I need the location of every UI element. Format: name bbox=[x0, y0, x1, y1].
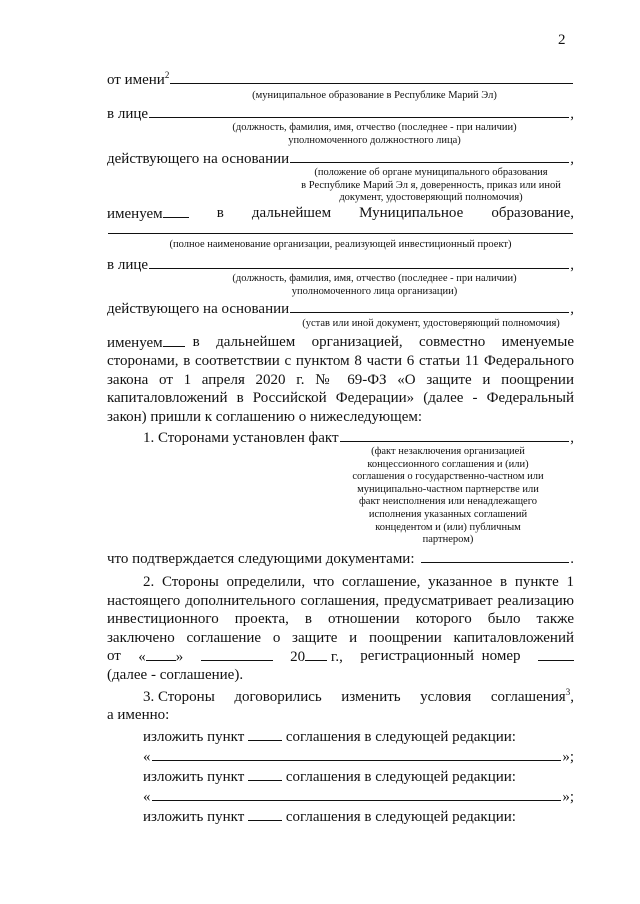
caption-line: партнером) bbox=[422, 534, 474, 546]
named-suffix-field[interactable] bbox=[163, 333, 185, 347]
word: в bbox=[216, 205, 224, 221]
registration-number-field[interactable] bbox=[538, 647, 574, 661]
caption-org-official bbox=[175, 273, 574, 298]
caption-line: документ, удостоверяющий полномочия) bbox=[339, 192, 523, 203]
day-field[interactable] bbox=[146, 647, 176, 661]
text-line: сторонами, в соответствии с пунктом 8 части 6 статьи 11 Федерального bbox=[107, 353, 574, 369]
word: соглашения$^3$, bbox=[490, 687, 574, 705]
clause-number-field[interactable] bbox=[248, 767, 282, 781]
represented-by-label: в лице bbox=[107, 257, 149, 273]
confirm-docs-label: что подтверждается следующими документами: bbox=[107, 551, 415, 567]
organization-name-field[interactable] bbox=[108, 220, 573, 234]
on-behalf-row bbox=[107, 70, 574, 89]
word: Муниципальное bbox=[359, 205, 464, 221]
footnote-mark: 3 bbox=[565, 687, 571, 697]
year-field[interactable] bbox=[305, 647, 327, 661]
clause-number-field[interactable] bbox=[248, 807, 282, 821]
acting-basis-row bbox=[107, 149, 574, 168]
word: 3. Стороны bbox=[143, 689, 215, 705]
caption-line: муниципально-частном партнерстве или bbox=[357, 483, 539, 495]
text-line: закон) пришли к соглашению о нижеследующем: bbox=[107, 408, 423, 425]
caption-line: в Республике Марий Эл я, доверенность, приказ или иной bbox=[301, 179, 561, 191]
caption-line: уполномоченного должностного лица) bbox=[288, 134, 461, 146]
amend-line-2: изложить пункт соглашения в следующей редакции: bbox=[143, 769, 516, 785]
named-org-line bbox=[107, 333, 574, 352]
acting-basis-label: действующего на основании bbox=[107, 151, 290, 167]
text-line: закона от 1 апреля 2020 г. № 69-ФЗ «О защите и поощрении bbox=[107, 371, 574, 388]
caption-line: факт неисполнения или ненадлежащего bbox=[358, 496, 537, 508]
named-suffix-field[interactable] bbox=[163, 204, 189, 218]
amend-text-row-1 bbox=[143, 747, 574, 766]
comma: , bbox=[570, 301, 574, 317]
quote-close: »; bbox=[562, 749, 574, 765]
named-org-rest: в дальнейшем организацией, совместно именуемые bbox=[192, 334, 574, 350]
fact-label: 1. Сторонами установлен факт bbox=[143, 430, 339, 446]
organization-name-row bbox=[107, 220, 574, 234]
comma: , bbox=[570, 430, 574, 446]
represented-by-field[interactable] bbox=[149, 104, 569, 118]
text-line: заключено соглашение о защите и поощрении капиталовложений bbox=[107, 629, 574, 646]
caption-organization: (полное наименование организации, реализующей инвестиционный проект) bbox=[169, 239, 512, 250]
caption-line: концедентом и (или) публичным bbox=[375, 521, 521, 533]
quote-close: »; bbox=[562, 789, 574, 805]
text-line: капиталовложений в Российской Федерации» (далее - Федеральный bbox=[107, 390, 574, 406]
comma: , bbox=[570, 106, 574, 122]
org-acting-basis-field[interactable] bbox=[290, 299, 569, 313]
amend-text-row-2 bbox=[143, 787, 574, 806]
clause-number-field[interactable] bbox=[248, 727, 282, 741]
confirm-docs-row bbox=[107, 549, 574, 568]
agreement-date-row bbox=[107, 647, 574, 666]
page-number: 2 bbox=[558, 32, 566, 48]
caption-municipality: (муниципальное образование в Республике Марий Эл) bbox=[252, 90, 497, 101]
fact-field[interactable] bbox=[340, 428, 570, 442]
section-3-line bbox=[143, 688, 574, 706]
text-line: 2. Стороны определили, что соглашение, указанное в пункте 1 bbox=[143, 574, 574, 590]
org-acting-basis-row bbox=[107, 299, 574, 318]
date-day: « » bbox=[138, 649, 184, 665]
caption-line: (факт незаключения организацией bbox=[371, 446, 525, 457]
footnote-mark: 2 bbox=[164, 70, 170, 80]
quote-open: « bbox=[143, 789, 151, 805]
comma: , bbox=[570, 151, 574, 167]
represented-by-label: в лице bbox=[107, 106, 149, 122]
confirm-docs-field[interactable] bbox=[421, 549, 570, 563]
word: дальнейшем bbox=[251, 205, 332, 221]
caption-line: (должность, фамилия, имя, отчество (последнее - при наличии) bbox=[232, 122, 517, 133]
acting-basis-field[interactable] bbox=[290, 149, 569, 163]
period: . bbox=[570, 551, 574, 567]
word: договорились bbox=[234, 689, 322, 705]
represented-by-row bbox=[107, 104, 574, 123]
month-field[interactable] bbox=[201, 647, 273, 661]
hereinafter-agreement: (далее - соглашение). bbox=[107, 667, 244, 683]
clause-text-field[interactable] bbox=[152, 747, 562, 761]
caption-line: исполнения указанных соглашений bbox=[368, 508, 528, 520]
word: изменить bbox=[341, 689, 401, 705]
org-represented-by-row bbox=[107, 255, 574, 274]
caption-charter: (устав или иной документ, удостоверяющий полномочия) bbox=[302, 318, 560, 329]
date-year: 20 г., bbox=[290, 649, 343, 665]
on-behalf-label: от имени$^2$ bbox=[107, 70, 170, 88]
fact-row bbox=[143, 428, 574, 447]
namely-line: а именно: bbox=[107, 707, 170, 723]
amend-line-1: изложить пункт соглашения в следующей редакции: bbox=[143, 729, 516, 745]
text-line: инвестиционного проекта, в отношении которого было также bbox=[107, 611, 574, 627]
on-behalf-field[interactable] bbox=[170, 70, 573, 84]
org-represented-by-field[interactable] bbox=[149, 255, 569, 269]
caption-basis bbox=[288, 167, 574, 205]
caption-line: концессионного соглашения и (или) bbox=[367, 458, 529, 470]
quote-open: « bbox=[143, 749, 151, 765]
caption-line: соглашения о государственно-частном или bbox=[352, 471, 544, 483]
named-word: именуем bbox=[107, 204, 189, 223]
section-2-paragraph bbox=[107, 573, 574, 647]
word: условия bbox=[420, 689, 472, 705]
caption-official bbox=[175, 122, 574, 147]
comma: , bbox=[570, 257, 574, 273]
amend-line-3: изложить пункт соглашения в следующей редакции: bbox=[143, 809, 516, 825]
caption-line: (положение об органе муниципального образования bbox=[314, 167, 548, 178]
caption-line: уполномоченного лица организации) bbox=[291, 285, 458, 297]
preamble-paragraph bbox=[107, 352, 574, 426]
named-word: именуем bbox=[107, 333, 185, 352]
caption-line: (должность, фамилия, имя, отчество (последнее - при наличии) bbox=[232, 273, 517, 284]
caption-fact bbox=[322, 446, 574, 547]
acting-basis-label: действующего на основании bbox=[107, 301, 290, 317]
word: образование, bbox=[491, 205, 574, 221]
word: регистрационный номер bbox=[360, 648, 521, 664]
clause-text-field[interactable] bbox=[152, 787, 562, 801]
word: от bbox=[107, 648, 121, 664]
text-line: настоящего дополнительного соглашения, предусматривает реализацию bbox=[107, 592, 574, 609]
